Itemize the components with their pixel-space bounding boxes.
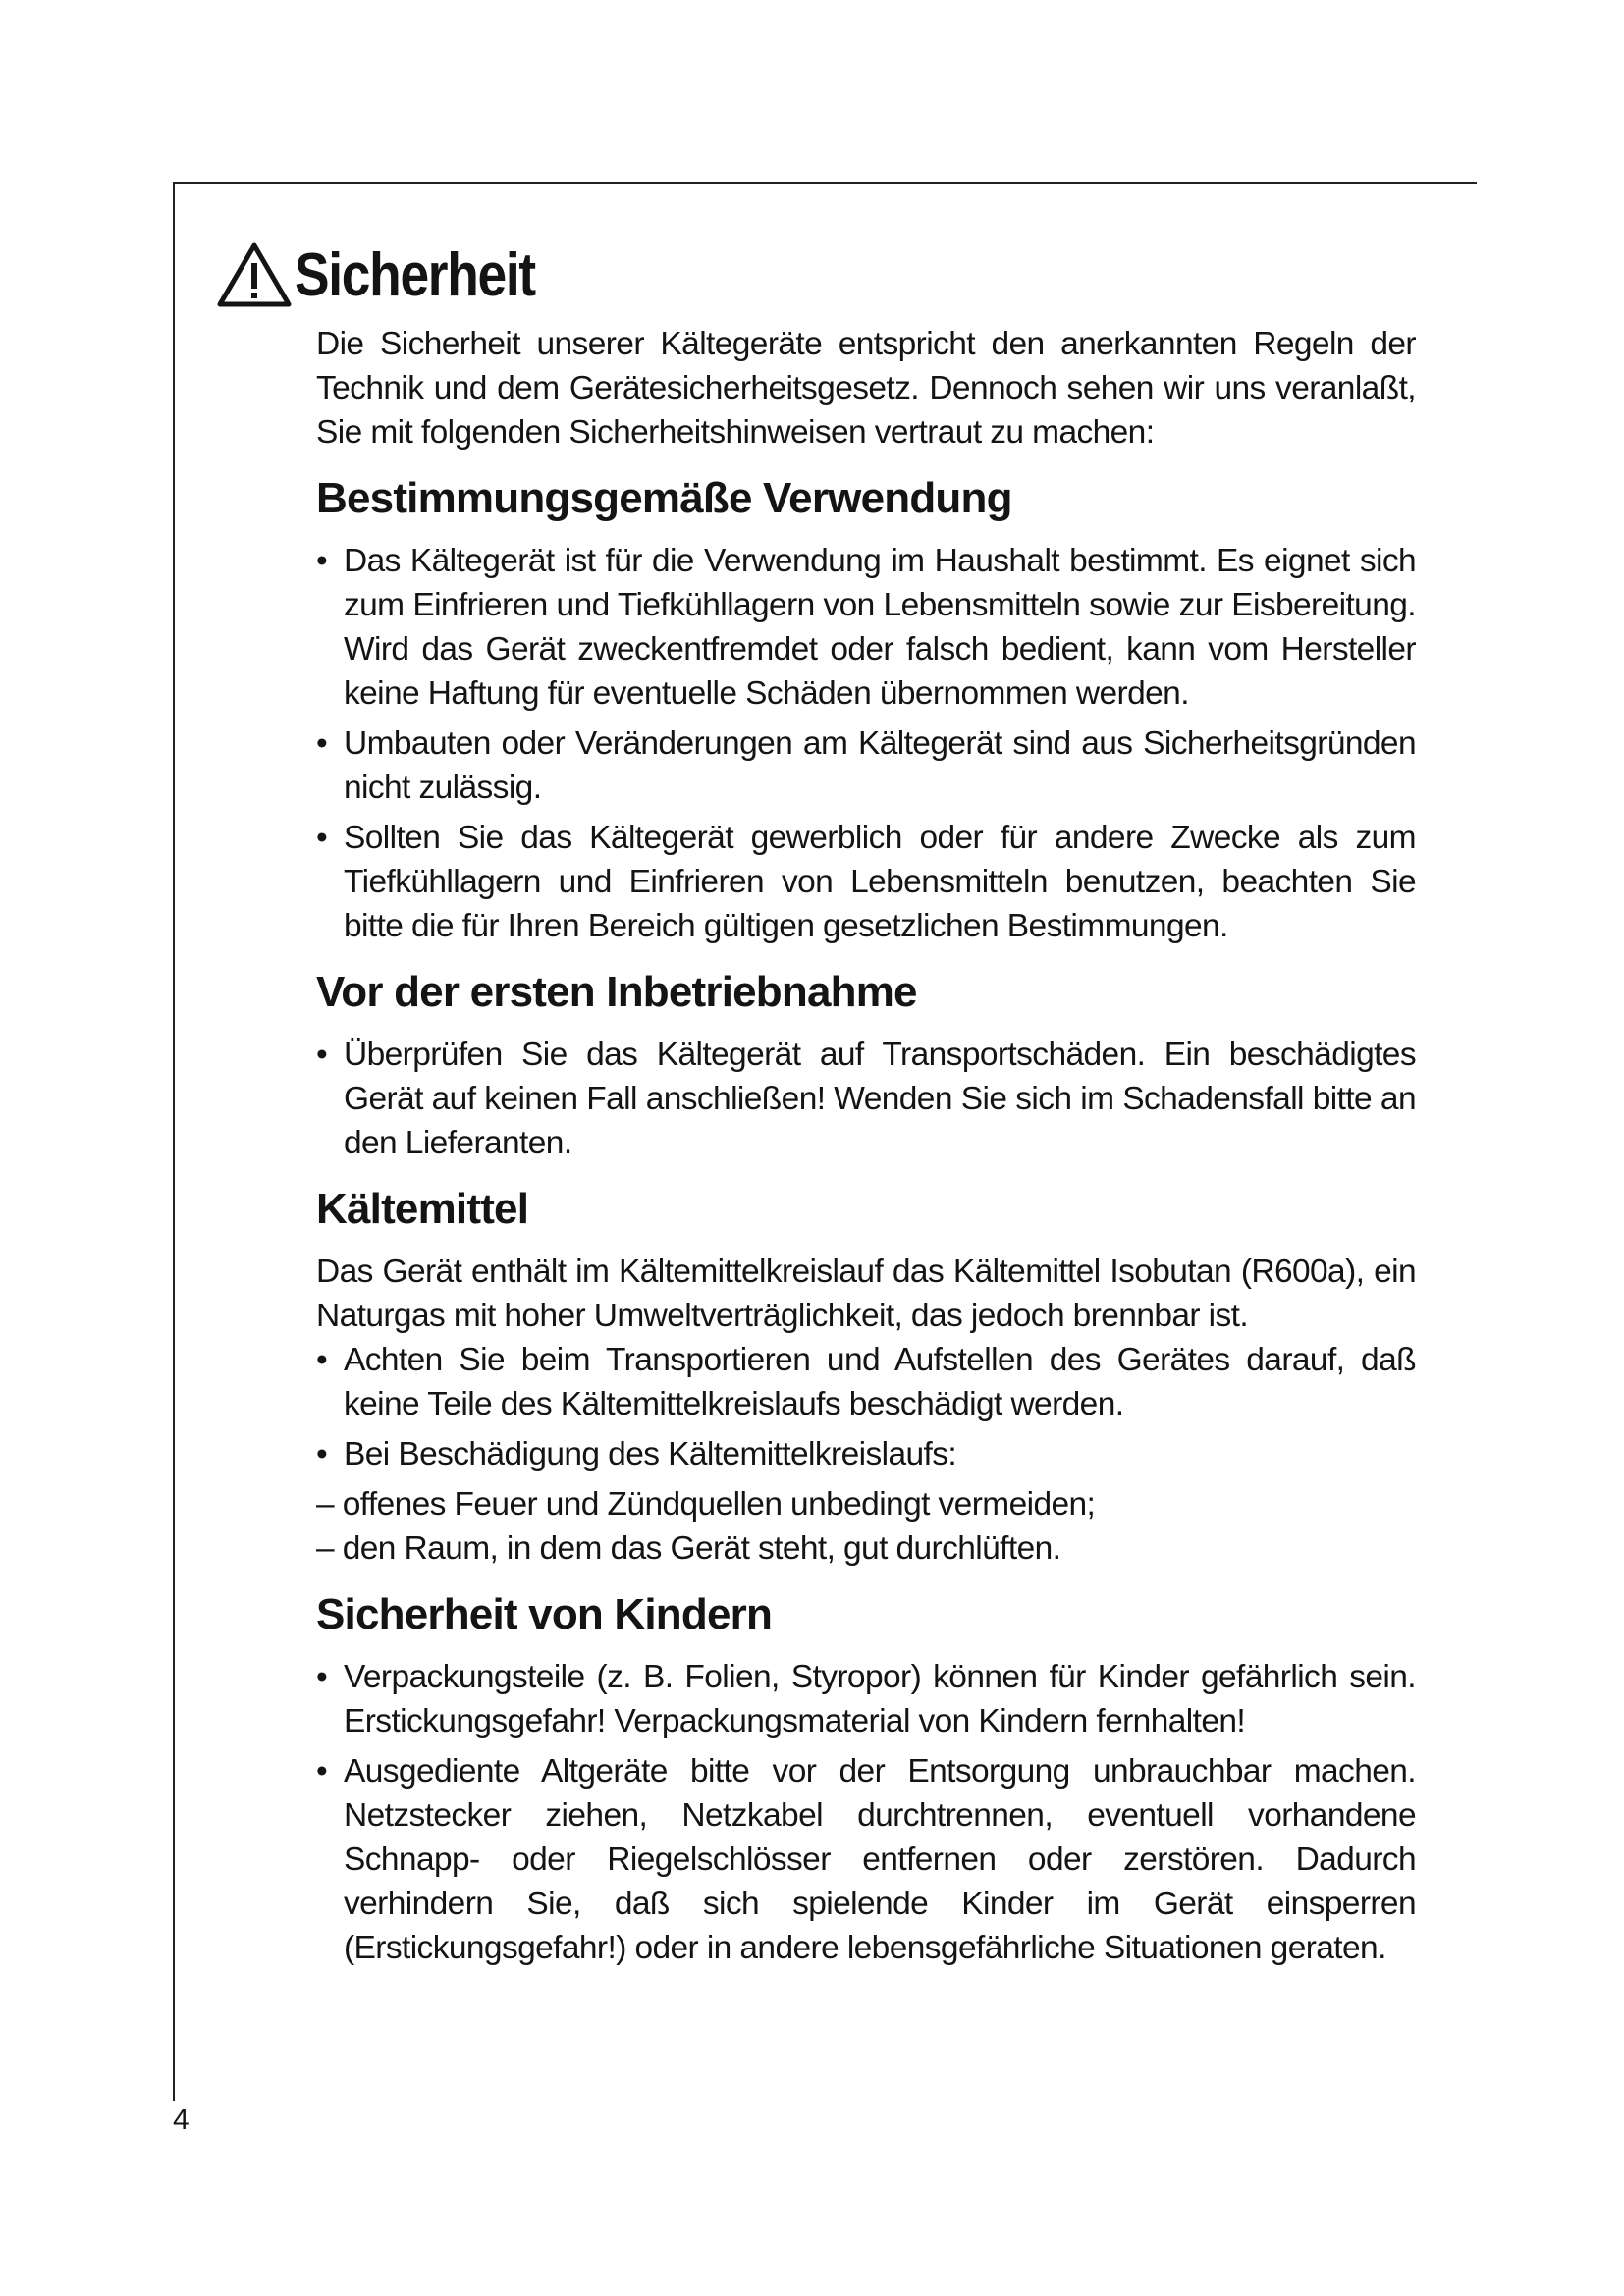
content-column bbox=[316, 322, 1416, 1976]
bullet-icon: • bbox=[316, 1753, 328, 1789]
intro-paragraph: Die Sicherheit unserer Kältegeräte entspricht den anerkannten Regeln der Technik und dem Gerätesicherheitsgesetz. Dennoch sehen wir uns veranlaßt, Sie mit folgenden Sicherheitshinweisen vertraut zu machen: bbox=[316, 326, 1416, 451]
list-item: • Sollten Sie das Kältegerät gewerblich oder für andere Zwecke als zum Tiefkühllagern und Einfrieren von Lebensmitteln benutzen, beachten Sie bitte die für Ihren Bereich gültigen gesetzlichen Bestimmungen. bbox=[316, 816, 1416, 948]
bullet-icon: • bbox=[316, 543, 328, 579]
section-heading-kaeltemittel: Kältemittel bbox=[316, 1185, 529, 1233]
list-item: • Überprüfen Sie das Kältegerät auf Transportschäden. Ein beschädigtes Gerät auf keinen Fall anschließen! Wenden Sie sich im Schadensfall bitte an den Lieferanten. bbox=[316, 1033, 1416, 1165]
dash-item: – den Raum, in dem das Gerät steht, gut durchlüften. bbox=[316, 1530, 1061, 1567]
section-heading-inbetriebnahme: Vor der ersten Inbetriebnahme bbox=[316, 968, 917, 1016]
bullet-list-kinder bbox=[316, 1655, 1416, 1970]
frame-top-rule bbox=[175, 182, 1477, 184]
section-heading-kinder: Sicherheit von Kindern bbox=[316, 1590, 773, 1638]
bullet-list-kaeltemittel bbox=[316, 1338, 1416, 1476]
list-item: • Umbauten oder Veränderungen am Kältegerät sind aus Sicherheitsgründen nicht zulässig. bbox=[316, 721, 1416, 810]
list-item: • Ausgediente Altgeräte bitte vor der Entsorgung unbrauchbar machen. Netzstecker ziehen, Netzkabel durchtrennen, eventuell vorhandene Schnapp- oder Riegelschlösser entfernen oder zerstören. Dadurch verhindern Sie, daß sich spielende Kinder im Gerät einsperren (Erstickungsgefahr!) oder in andere lebensgefährliche Situationen geraten. bbox=[316, 1749, 1416, 1970]
page-title: Sicherheit bbox=[295, 240, 535, 309]
list-item: • Bei Beschädigung des Kältemittelkreislaufs: bbox=[316, 1432, 1416, 1476]
bullet-icon: • bbox=[316, 820, 328, 856]
list-item: • Achten Sie beim Transportieren und Aufstellen des Gerätes darauf, daß keine Teile des Kältemittelkreislaufs beschädigt werden. bbox=[316, 1338, 1416, 1426]
list-item: • Das Kältegerät ist für die Verwendung im Haushalt bestimmt. Es eignet sich zum Einfrieren und Tiefkühllagern von Lebensmitteln sowie zur Eisbereitung. Wird das Gerät zweckentfremdet oder falsch bedient, kann vom Hersteller keine Haftung für eventuelle Schäden übernommen werden. bbox=[316, 539, 1416, 716]
warning-triangle-icon bbox=[216, 241, 293, 308]
dash-item: – offenes Feuer und Zündquellen unbedingt vermeiden; bbox=[316, 1486, 1096, 1522]
frame-left-rule bbox=[173, 182, 175, 2101]
bullet-icon: • bbox=[316, 1342, 328, 1378]
title-row bbox=[216, 236, 574, 314]
page-number: 4 bbox=[173, 2104, 189, 2136]
kaeltemittel-paragraph: Das Gerät enthält im Kältemittelkreislauf das Kältemittel Isobutan (R600a), ein Naturgas mit hoher Umweltverträglichkeit, das jedoch brennbar ist. bbox=[316, 1254, 1416, 1334]
bullet-list-bestimmung bbox=[316, 539, 1416, 948]
bullet-icon: • bbox=[316, 725, 328, 762]
section-heading-bestimmung: Bestimmungsgemäße Verwendung bbox=[316, 474, 1012, 522]
list-item: • Verpackungsteile (z. B. Folien, Styropor) können für Kinder gefährlich sein. Erstickungsgefahr! Verpackungsmaterial von Kindern fernhalten! bbox=[316, 1655, 1416, 1743]
bullet-icon: • bbox=[316, 1659, 328, 1695]
bullet-icon: • bbox=[316, 1436, 328, 1472]
bullet-icon: • bbox=[316, 1037, 328, 1073]
bullet-list-inbetriebnahme bbox=[316, 1033, 1416, 1165]
